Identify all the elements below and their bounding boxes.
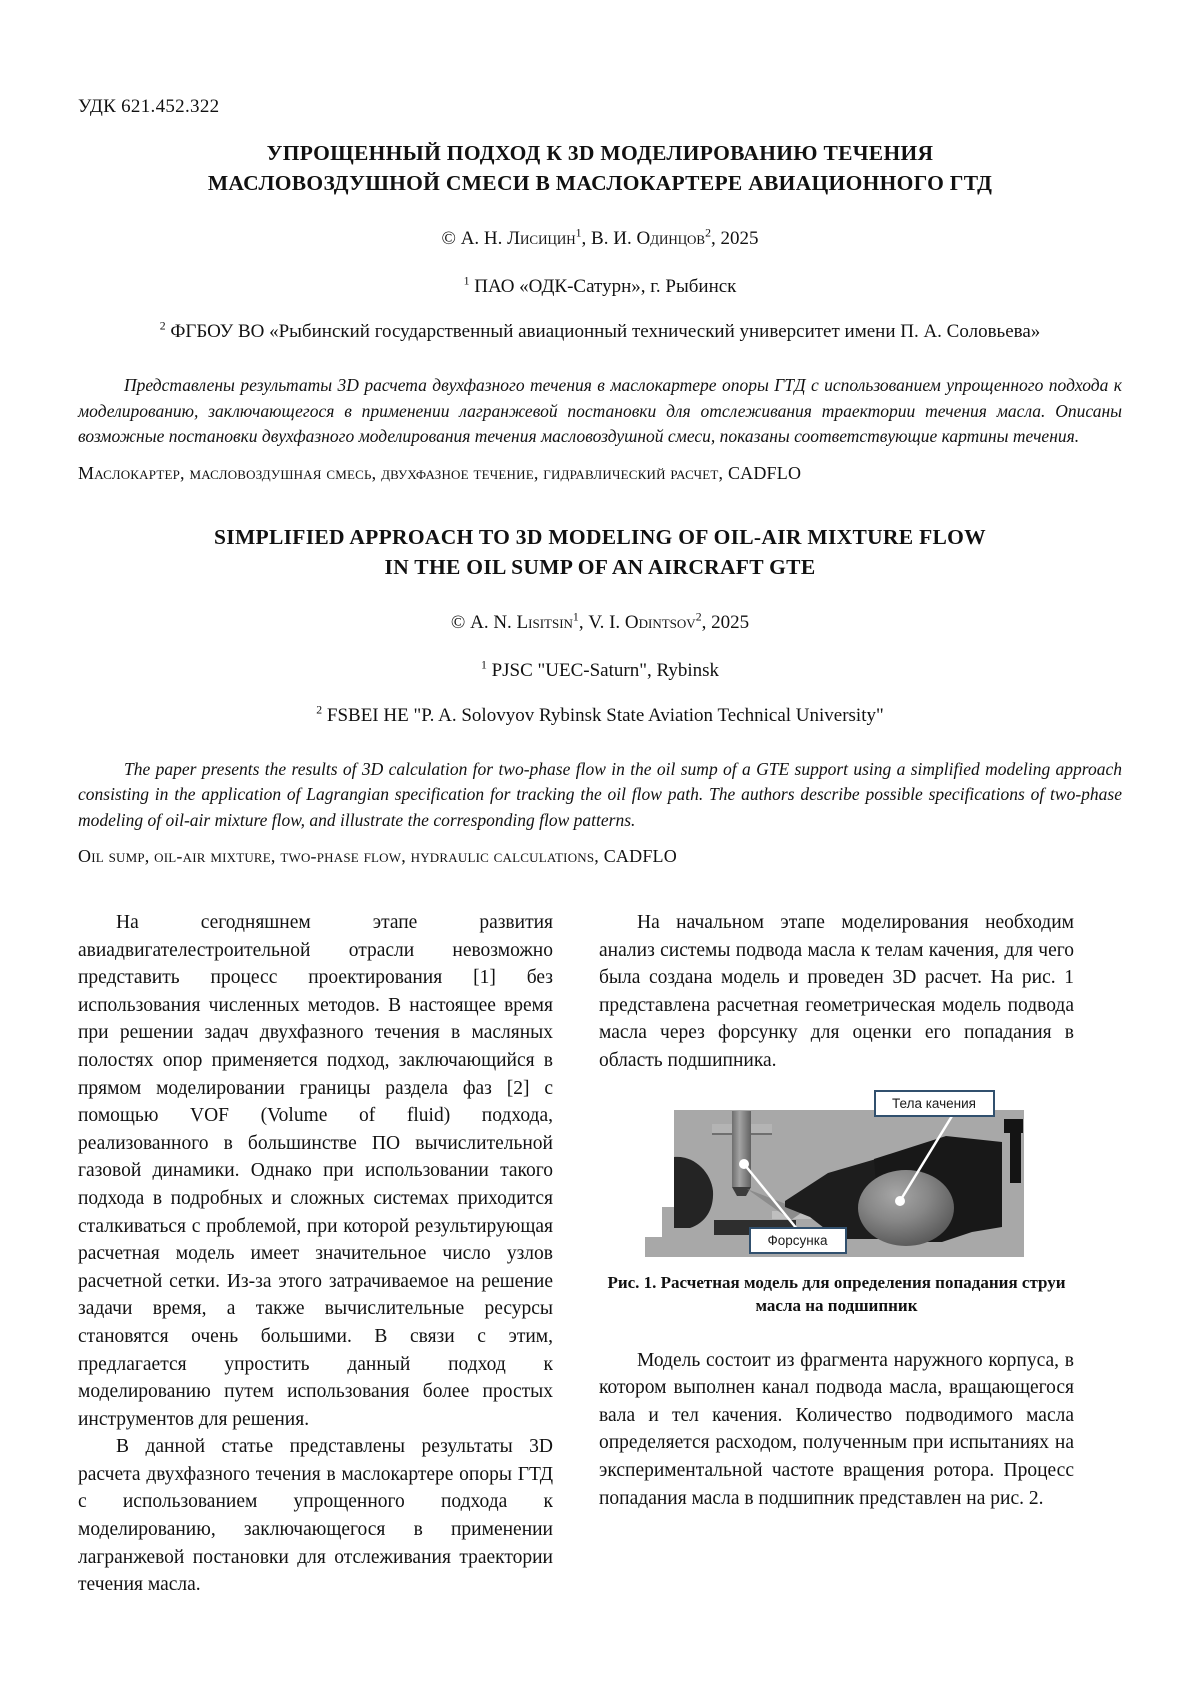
affiliation-superscript: 2	[159, 319, 166, 333]
right-strip-shape	[1010, 1133, 1021, 1183]
author-superscript: 1	[572, 610, 579, 624]
affiliation-text: ПАО «ОДК-Сатурн», г. Рыбинск	[474, 276, 737, 297]
paragraph: В данной статье представлены результаты 3D расчета двухфазного течения в маслокартере опоры ГТД с использованием упрощенного подхода к моделированию, заключающегося в применении лагранжевой постановки для отслеживания траектории течения масла.	[78, 1436, 553, 1596]
affiliation-text: FSBEI HE "P. A. Solovyov Rybinsk State Aviation Technical University"	[326, 704, 884, 726]
author-superscript: 1	[575, 226, 582, 240]
paragraph: На начальном этапе моделирования необходим анализ системы подвода масла к телам качения, для чего была создана модель и проведен 3D расчет. На рис. 1 представлена расчетная геометрическая модель подвода масла через форсунку для оценки его попадания в область подшипника.	[599, 912, 1074, 1071]
label-rolling-bodies: Тела качения	[874, 1090, 995, 1117]
right-rib-shape	[1004, 1119, 1023, 1133]
abstract-en: The paper presents the results of 3D calculation for two-phase flow in the oil sump of a GTE support using a simplified modeling approach consisting in the application of Lagrangian specification for tracking the oil flow path. The authors describe possible specifications of two-phase modeling of oil-air mixture flow, and illustrate the corresponding flow patterns.	[78, 758, 1122, 830]
affiliation-superscript: 1	[480, 658, 487, 672]
affiliation-1-ru	[78, 276, 1122, 298]
copyright-symbol: ©	[441, 228, 456, 249]
author-name: В. И. Одинцов	[591, 228, 706, 249]
paragraph: На сегодняшнем этапе развития авиадвигателестроительной отрасли невозможно представить процесс проектирования [1] без использования численных методов. В настоящее время при решении задач двухфазного течения в масляных полостях опор применяется подход, заключающийся в прямом моделировании границы раздела фаз [2] с помощью VOF (Volume of fluid) подхода, реализованного в большинстве ПО вычислительной газовой динамики. Однако при использовании такого подхода в подробных и сложных системах приходится сталкиваться с проблемой, при которой результирующая расчетная модель имеет значительное число узлов расчетной сетки. Из-за этого затрачиваемое на решение задачи время, а также вычислительные ресурсы становятся очень большими. В связи с этим, предлагается упростить данный подход к моделированию путем использования более простых инструментов для решения.	[78, 912, 553, 1430]
figure-1	[599, 1089, 1074, 1317]
oil-nozzle-shape	[732, 1111, 751, 1187]
affiliation-text: ФГБОУ ВО «Рыбинский государственный авиационный технический университет имени П. А. Соловьева»	[170, 321, 1041, 342]
author-name: А. Н. Лисицин	[460, 228, 576, 249]
affiliation-superscript: 2	[316, 703, 323, 717]
affiliation-text: PJSC "UEC-Saturn", Rybinsk	[491, 659, 720, 681]
abstract-ru: Представлены результаты 3D расчета двухфазного течения в маслокартере опоры ГТД с использованием упрощенного подхода к моделированию, заключающегося в применении лагранжевой постановки для отслеживания траектории течения масла. Описаны возможные постановки двухфазного моделирования течения масловоздушной смеси, показаны соответствующие картины течения.	[78, 375, 1122, 446]
figure-1-image	[642, 1089, 1032, 1259]
author-superscript: 2	[705, 226, 711, 240]
callout-dot-nozzle	[739, 1159, 749, 1169]
author-name: A. N. Lisitsin	[470, 611, 573, 633]
author-separator: ,	[581, 228, 592, 249]
callout-dot-rolling	[895, 1196, 905, 1206]
affiliation-superscript: 1	[463, 274, 470, 288]
body-right-column	[599, 909, 1074, 1599]
authors-line-ru	[78, 228, 1122, 250]
body-left-column	[78, 909, 553, 1599]
copyright-symbol: ©	[450, 611, 466, 633]
paragraph: Модель состоит из фрагмента наружного корпуса, в котором выполнен канал подвода масла, вращающегося вала и тел качения. Количество подводимого масла определяется расходом, полученным при испытаниях на экспериментальной частоте вращения ротора. Процесс попадания масла в подшипник представлен на рис. 2.	[599, 1349, 1074, 1509]
rolling-ball-shape	[858, 1170, 954, 1246]
author-name: V. I. Odintsov	[588, 611, 696, 633]
title-en-line1: SIMPLIFIED APPROACH TO 3D MODELING OF OIL-AIR MIXTURE FLOW	[214, 524, 986, 549]
label-nozzle: Форсунка	[749, 1227, 847, 1254]
affiliation-1-en	[78, 660, 1122, 682]
keywords-ru: Маслокартер, масловоздушная смесь, двухфазное течение, гидравлический расчет, CADFLO	[78, 462, 802, 483]
affiliation-2-en	[150, 702, 1050, 729]
title-ru-line1: УПРОЩЕННЫЙ ПОДХОД К 3D МОДЕЛИРОВАНИЮ ТЕЧЕНИЯ	[266, 141, 934, 165]
keywords-en: Oil sump, oil-air mixture, two-phase flow, hydraulic calculations, CADFLO	[78, 846, 677, 866]
article-title-ru	[78, 138, 1122, 198]
figure-caption: Рис. 1. Расчетная модель для определения попадания струи масла на подшипник	[607, 1272, 1066, 1315]
author-separator: ,	[578, 611, 589, 633]
publication-year: , 2025	[701, 611, 750, 633]
author-superscript: 2	[695, 610, 702, 624]
article-title-en	[78, 522, 1122, 582]
title-ru-line2: МАСЛОВОЗДУШНОЙ СМЕСИ В МАСЛОКАРТЕРЕ АВИАЦИОННОГО ГТД	[207, 171, 993, 195]
udc-number: УДК 621.452.322	[78, 96, 220, 117]
publication-year: , 2025	[710, 228, 759, 249]
title-en-line2: IN THE OIL SUMP OF AN AIRCRAFT GTE	[384, 554, 816, 579]
authors-line-en	[78, 612, 1122, 634]
affiliation-2-ru	[150, 318, 1050, 345]
two-column-body	[78, 909, 1122, 1599]
